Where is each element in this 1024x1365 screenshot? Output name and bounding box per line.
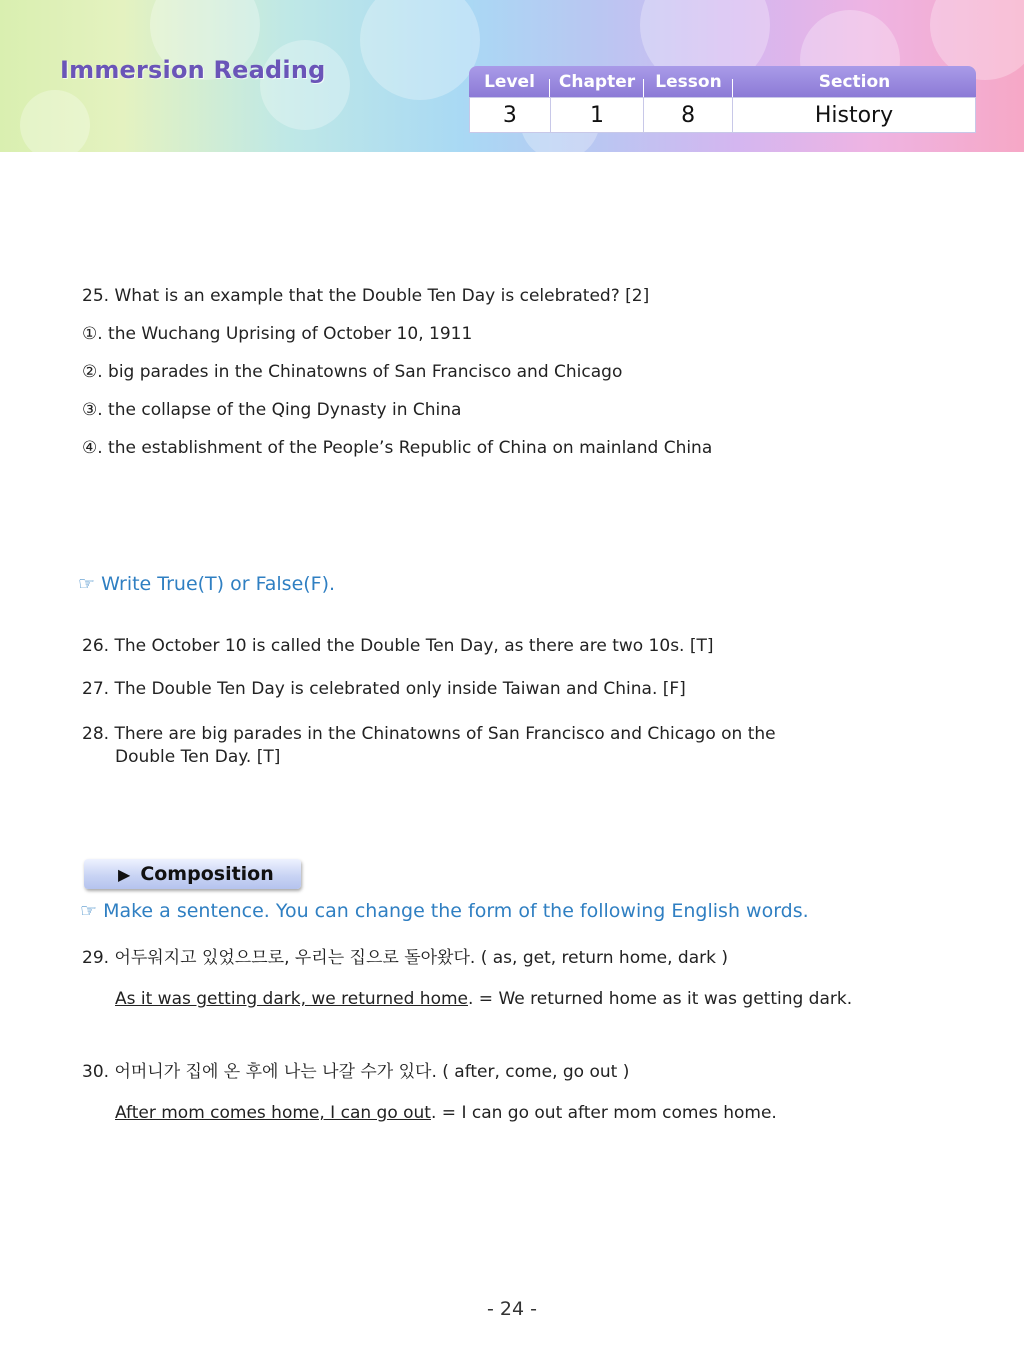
answer-30-underlined: After mom comes home, I can go out (115, 1103, 431, 1123)
answer-29-rest: . = We returned home as it was getting dark. (467, 989, 853, 1009)
question-30: 30. 어머니가 집에 온 후에 나는 나갈 수가 있다. ( after, come, go out ) (82, 1062, 630, 1082)
header-banner (0, 0, 1024, 152)
lesson-info-table (469, 66, 976, 134)
composition-instruction: ☞ Make a sentence. You can change the form of the following English words. (80, 900, 809, 922)
play-arrow-icon: ▶ (118, 864, 131, 884)
question-28: 28. There are big parades in the Chinatowns of San Francisco and Chicago on the (82, 724, 776, 744)
lesson-info-values (469, 97, 976, 133)
chapter-value: 1 (551, 98, 645, 132)
lesson-value: 8 (644, 98, 733, 132)
lesson-info-header (469, 66, 976, 97)
level-value: 3 (470, 98, 551, 132)
option-4: ④. the establishment of the People’s Republic of China on mainland China (82, 438, 713, 458)
column-chapter: Chapter (550, 72, 644, 92)
logo-title: Immersion Reading (60, 56, 326, 84)
question-27: 27. The Double Ten Day is celebrated only inside Taiwan and China. [F] (82, 679, 686, 699)
column-section: Section (818, 71, 891, 92)
answer-30 (115, 1103, 777, 1123)
answer-30-rest: . = I can go out after mom comes home. (430, 1103, 777, 1123)
answer-29 (115, 989, 852, 1009)
option-3: ③. the collapse of the Qing Dynasty in China (82, 400, 462, 420)
column-lesson: Lesson (644, 72, 733, 92)
option-1: ①. the Wuchang Uprising of October 10, 1911 (82, 324, 473, 344)
question-29: 29. 어두워지고 있었으므로, 우리는 집으로 돌아왔다. ( as, get, return home, dark ) (82, 948, 729, 968)
composition-label-text: Composition (140, 863, 274, 885)
page-number: - 24 - (487, 1298, 537, 1320)
section-value: History (814, 103, 894, 128)
question-25: 25. What is an example that the Double Ten Day is celebrated? [2] (82, 286, 650, 306)
question-26: 26. The October 10 is called the Double Ten Day, as there are two 10s. [T] (82, 636, 714, 656)
answer-29-underlined: As it was getting dark, we returned home (115, 989, 468, 1009)
composition-label (84, 859, 301, 889)
column-level: Level (469, 72, 550, 92)
question-28-continued: Double Ten Day. [T] (115, 747, 281, 767)
option-2: ②. big parades in the Chinatowns of San Francisco and Chicago (82, 362, 623, 382)
truefalse-instruction: ☞ Write True(T) or False(F). (78, 573, 336, 595)
